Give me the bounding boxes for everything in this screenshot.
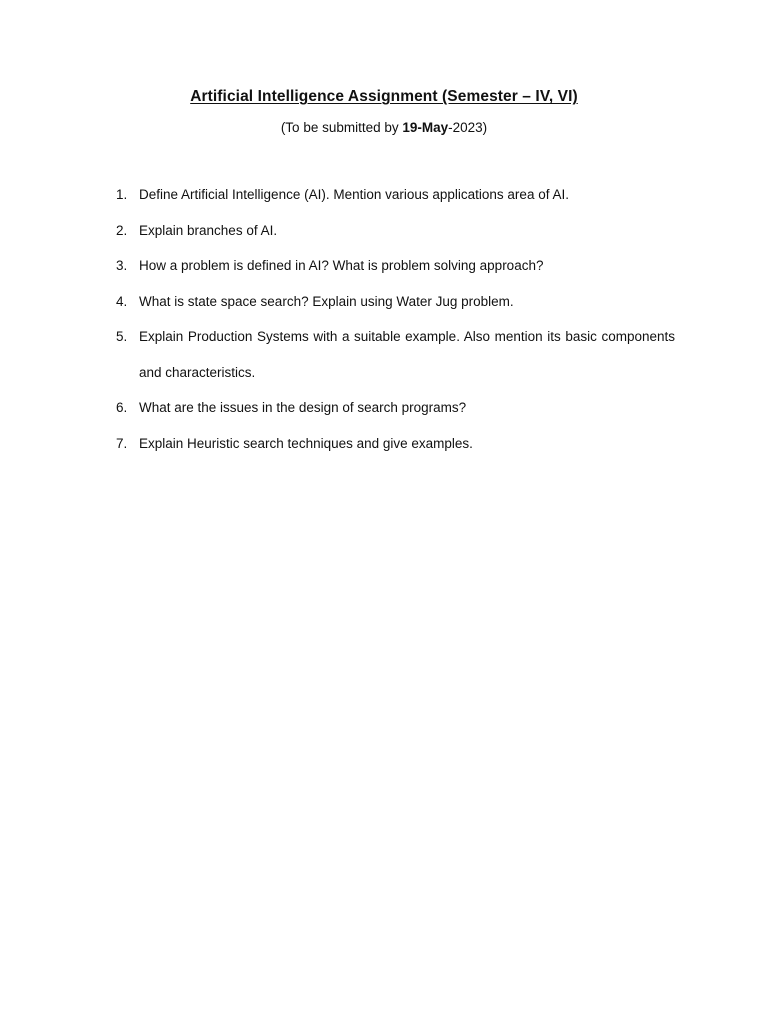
question-item [112, 426, 675, 462]
submission-note [0, 120, 768, 135]
question-number: 7. [116, 435, 128, 451]
question-list [112, 177, 675, 461]
question-text: How a problem is defined in AI? What is problem solving approach? [139, 258, 544, 273]
question-number: 1. [116, 187, 128, 202]
question-text: Explain branches of AI. [139, 222, 278, 238]
page-title: Artificial Intelligence Assignment (Semester – IV, VI) [190, 88, 578, 105]
submission-date-bold: 19-May [402, 120, 449, 135]
question-text: Define Artificial Intelligence (AI). Mention various applications area of AI. [139, 187, 569, 202]
question-number: 3. [116, 258, 128, 273]
question-number: 5. [116, 329, 128, 344]
question-number: 4. [116, 293, 128, 309]
question-text: Explain Production Systems with a suitable example. Also mention its basic components and characteristics. [139, 329, 675, 380]
question-item [112, 248, 675, 284]
question-item [112, 177, 675, 213]
question-text: What is state space search? Explain using Water Jug problem. [139, 293, 514, 309]
question-text: Explain Heuristic search techniques and give examples. [139, 435, 473, 451]
question-item [112, 213, 675, 249]
question-item [112, 390, 675, 426]
submission-note-prefix: (To be submitted by [280, 120, 403, 135]
question-number: 2. [116, 222, 128, 238]
submission-note-suffix: -2023) [448, 120, 488, 135]
question-text: What are the issues in the design of search programs? [139, 400, 467, 415]
question-item [112, 284, 675, 320]
question-number: 6. [116, 400, 128, 415]
question-item [112, 319, 675, 390]
